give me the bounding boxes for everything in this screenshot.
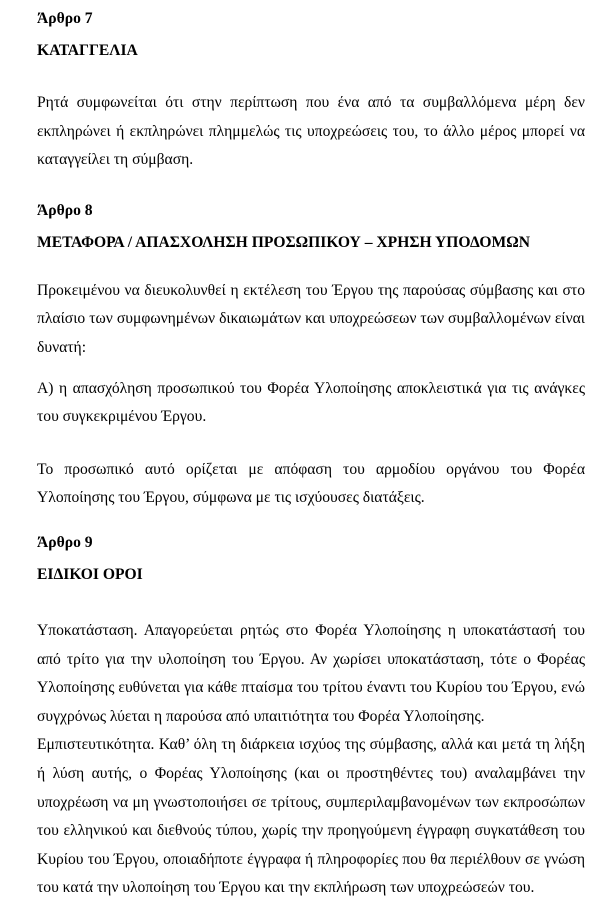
article-7-number: Άρθρο 7 — [37, 10, 93, 27]
article-8-title: ΜΕΤΑΦΟΡΑ / ΑΠΑΣΧΟΛΗΣΗ ΠΡΟΣΩΠΙΚΟΥ – ΧΡΗΣΗ ΥΠΟΔΟΜΩΝ — [37, 233, 530, 251]
article-9-title: ΕΙΔΙΚΟΙ ΟΡΟΙ — [37, 565, 143, 583]
article-7-title: ΚΑΤΑΓΓΕΛΙΑ — [37, 42, 138, 59]
article-9 — [37, 527, 585, 903]
article-8 — [37, 195, 585, 513]
article-8-paragraph-3: Το προσωπικό αυτό ορίζεται με απόφαση του αρμοδίου οργάνου του Φορέα Υλοποίησης του Έργου, σύμφωνα με τις ισχύουσες διατάξεις. — [37, 460, 585, 507]
article-7-paragraph-1: Ρητά συμφωνείται ότι στην περίπτωση που ένα από τα συμβαλλόμενα μέρη δεν εκπληρώνει ή εκπληρώνει πλημμελώς τις υποχρεώσεις του, το άλλο μέρος μπορεί να καταγγείλει τη σύμβαση. — [37, 94, 585, 169]
article-7 — [37, 3, 585, 175]
article-9-paragraph-2: Εμπιστευτικότητα. Καθ’ όλη τη διάρκεια ισχύος της σύμβασης, αλλά και μετά τη λήξη ή λύση αυτής, ο Φορέας Υλοποίησης (και οι προστηθέντες του) αναλαμβάνει την υποχρέωση να μη γνωστοποιήσει σε τρίτους, συμπεριλαμβανομένων των εκπροσώπων του ελληνικού και διεθνούς τύπου, χωρίς την προηγούμενη έγγραφη συγκατάθεση του Κυρίου του Έργου, οποιαδήποτε έγγραφα ή πληροφορίες που θα περιέλθουν σε γνώση του κατά την υλοποίηση του Έργου και την εκπλήρωση των υποχρεώσεών του. — [37, 736, 585, 897]
article-9-paragraph-1: Υποκατάσταση. Απαγορεύεται ρητώς στο Φορέα Υλοποίησης η υποκατάστασή του από τρίτο για την υλοποίηση του Έργου. Αν χωρίσει υποκατάσταση, τότε ο Φορέας Υλοποίησης ευθύνεται για κάθε πταίσμα του τρίτου έναντι του Κυρίου του Έργου, ενώ συγχρόνως λύεται η παρούσα από υπαιτιότητα του Φορέα Υλοποίησης. — [37, 621, 585, 725]
article-8-paragraph-2: Α) η απασχόληση προσωπικού του Φορέα Υλοποίησης αποκλειστικά για τις ανάγκες του συγκεκριμένου Έργου. — [37, 379, 585, 426]
article-8-paragraph-1: Προκειμένου να διευκολυνθεί η εκτέλεση του Έργου της παρούσας σύμβασης και στο πλαίσιο των συμφωνημένων δικαιωμάτων και υποχρεώσεων των συμβαλλομένων είναι δυνατή: — [37, 281, 585, 356]
article-9-number: Άρθρο 9 — [37, 533, 93, 551]
article-8-number: Άρθρο 8 — [37, 201, 93, 219]
